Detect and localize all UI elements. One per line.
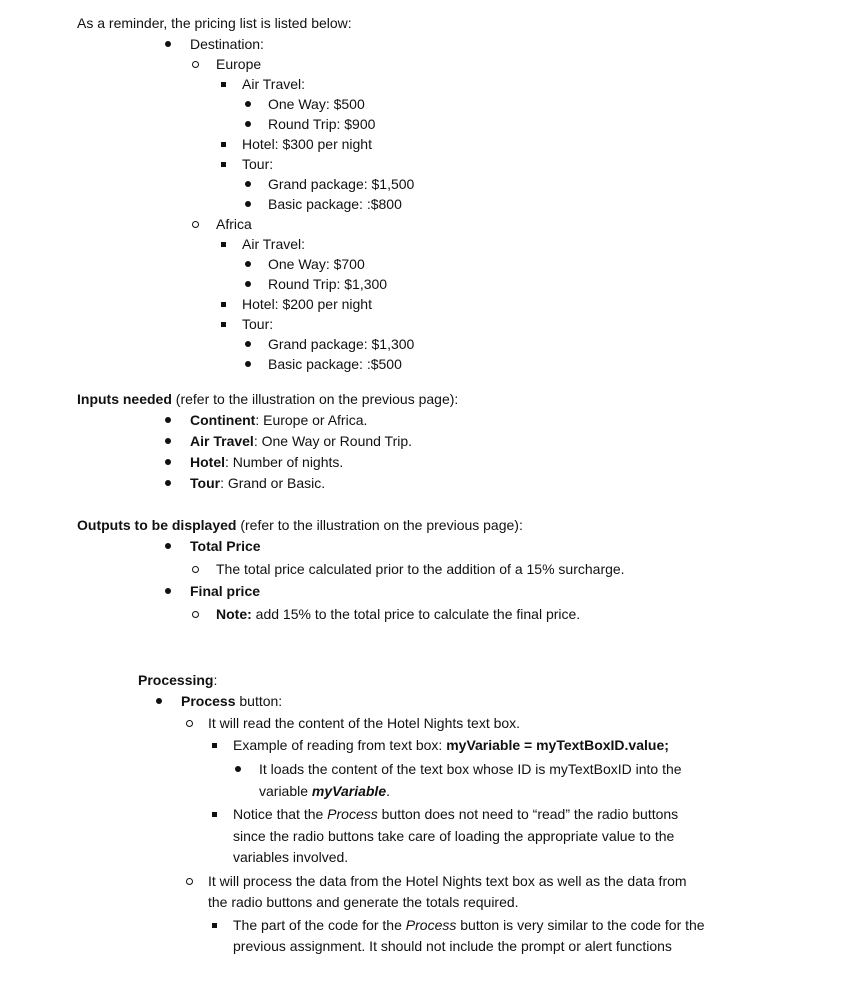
example-item: Example of reading from text box: myVariable = myTextBoxID.value;: [233, 737, 669, 753]
input-item: Continent: Europe or Africa.: [190, 412, 368, 428]
bullet-disc: [165, 41, 171, 47]
bullet-disc: [165, 438, 171, 444]
final-price-note: Note: add 15% to the total price to calculate the final price.: [216, 606, 581, 622]
outputs-heading: Outputs to be displayed (refer to the illustration on the previous page):: [77, 517, 523, 533]
bullet-disc: [165, 417, 171, 423]
africa-tour-label: Tour:: [242, 316, 274, 332]
bullet-circle: [192, 61, 199, 68]
africa-label: Africa: [216, 216, 252, 232]
bullet-disc: [156, 698, 162, 704]
bullet-disc: [245, 281, 251, 287]
notice-line-3: variables involved.: [233, 849, 349, 865]
africa-grand: Grand package: $1,300: [268, 336, 415, 352]
input-item: Hotel: Number of nights.: [190, 454, 344, 470]
bullet-square: [221, 242, 226, 247]
africa-air-label: Air Travel:: [242, 236, 306, 252]
destination-label: Destination:: [190, 36, 264, 52]
loads-line-1: It loads the content of the text box whose ID is myTextBoxID into the: [259, 761, 682, 777]
europe-basic: Basic package: :$800: [268, 196, 402, 212]
bullet-disc: [165, 459, 171, 465]
bullet-disc: [245, 341, 251, 347]
input-item: Tour: Grand or Basic.: [190, 475, 326, 491]
bullet-disc: [245, 181, 251, 187]
bullet-disc: [245, 101, 251, 107]
code-line-2: previous assignment. It should not include the prompt or alert functions: [233, 938, 672, 954]
bullet-square: [221, 162, 226, 167]
intro-text: As a reminder, the pricing list is listed below:: [77, 15, 352, 31]
final-price-label: Final price: [190, 583, 261, 599]
notice-line-1: Notice that the Process button does not need to “read” the radio buttons: [233, 806, 679, 822]
africa-hotel: Hotel: $200 per night: [242, 296, 372, 312]
bullet-square: [221, 302, 226, 307]
notice-line-2: since the radio buttons take care of loading the appropriate value to the: [233, 828, 675, 844]
bullet-disc: [245, 361, 251, 367]
input-item: Air Travel: One Way or Round Trip.: [190, 433, 413, 449]
bullet-circle: [192, 566, 199, 573]
bullet-square: [212, 743, 217, 748]
europe-round-trip: Round Trip: $900: [268, 116, 376, 132]
code-line-1: The part of the code for the Process button is very similar to the code for the: [233, 917, 705, 933]
bullet-disc: [165, 588, 171, 594]
bullet-square: [212, 923, 217, 928]
bullet-disc: [235, 766, 241, 772]
loads-line-2: variable myVariable.: [259, 783, 391, 799]
process-line-1: It will process the data from the Hotel Nights text box as well as the data from: [208, 873, 687, 889]
process-line-2: the radio buttons and generate the totals required.: [208, 894, 519, 910]
europe-hotel: Hotel: $300 per night: [242, 136, 372, 152]
europe-grand: Grand package: $1,500: [268, 176, 415, 192]
bullet-square: [212, 812, 217, 817]
processing-heading: Processing:: [138, 672, 218, 688]
bullet-circle: [186, 878, 193, 885]
europe-air-label: Air Travel:: [242, 76, 306, 92]
europe-tour-label: Tour:: [242, 156, 274, 172]
africa-one-way: One Way: $700: [268, 256, 365, 272]
inputs-heading: Inputs needed (refer to the illustration on the previous page):: [77, 391, 459, 407]
bullet-disc: [245, 121, 251, 127]
europe-one-way: One Way: $500: [268, 96, 365, 112]
europe-label: Europe: [216, 56, 262, 72]
read-item: It will read the content of the Hotel Nights text box.: [208, 715, 521, 731]
bullet-circle: [192, 611, 199, 618]
bullet-disc: [245, 201, 251, 207]
bullet-disc: [165, 543, 171, 549]
bullet-circle: [186, 720, 193, 727]
bullet-circle: [192, 221, 199, 228]
bullet-square: [221, 322, 226, 327]
total-price-label: Total Price: [190, 538, 261, 554]
total-price-desc: The total price calculated prior to the addition of a 15% surcharge.: [216, 561, 625, 577]
bullet-disc: [165, 480, 171, 486]
bullet-square: [221, 142, 226, 147]
bullet-disc: [245, 261, 251, 267]
process-button-label: Process button:: [181, 693, 283, 709]
africa-basic: Basic package: :$500: [268, 356, 402, 372]
africa-round-trip: Round Trip: $1,300: [268, 276, 388, 292]
bullet-square: [221, 82, 226, 87]
